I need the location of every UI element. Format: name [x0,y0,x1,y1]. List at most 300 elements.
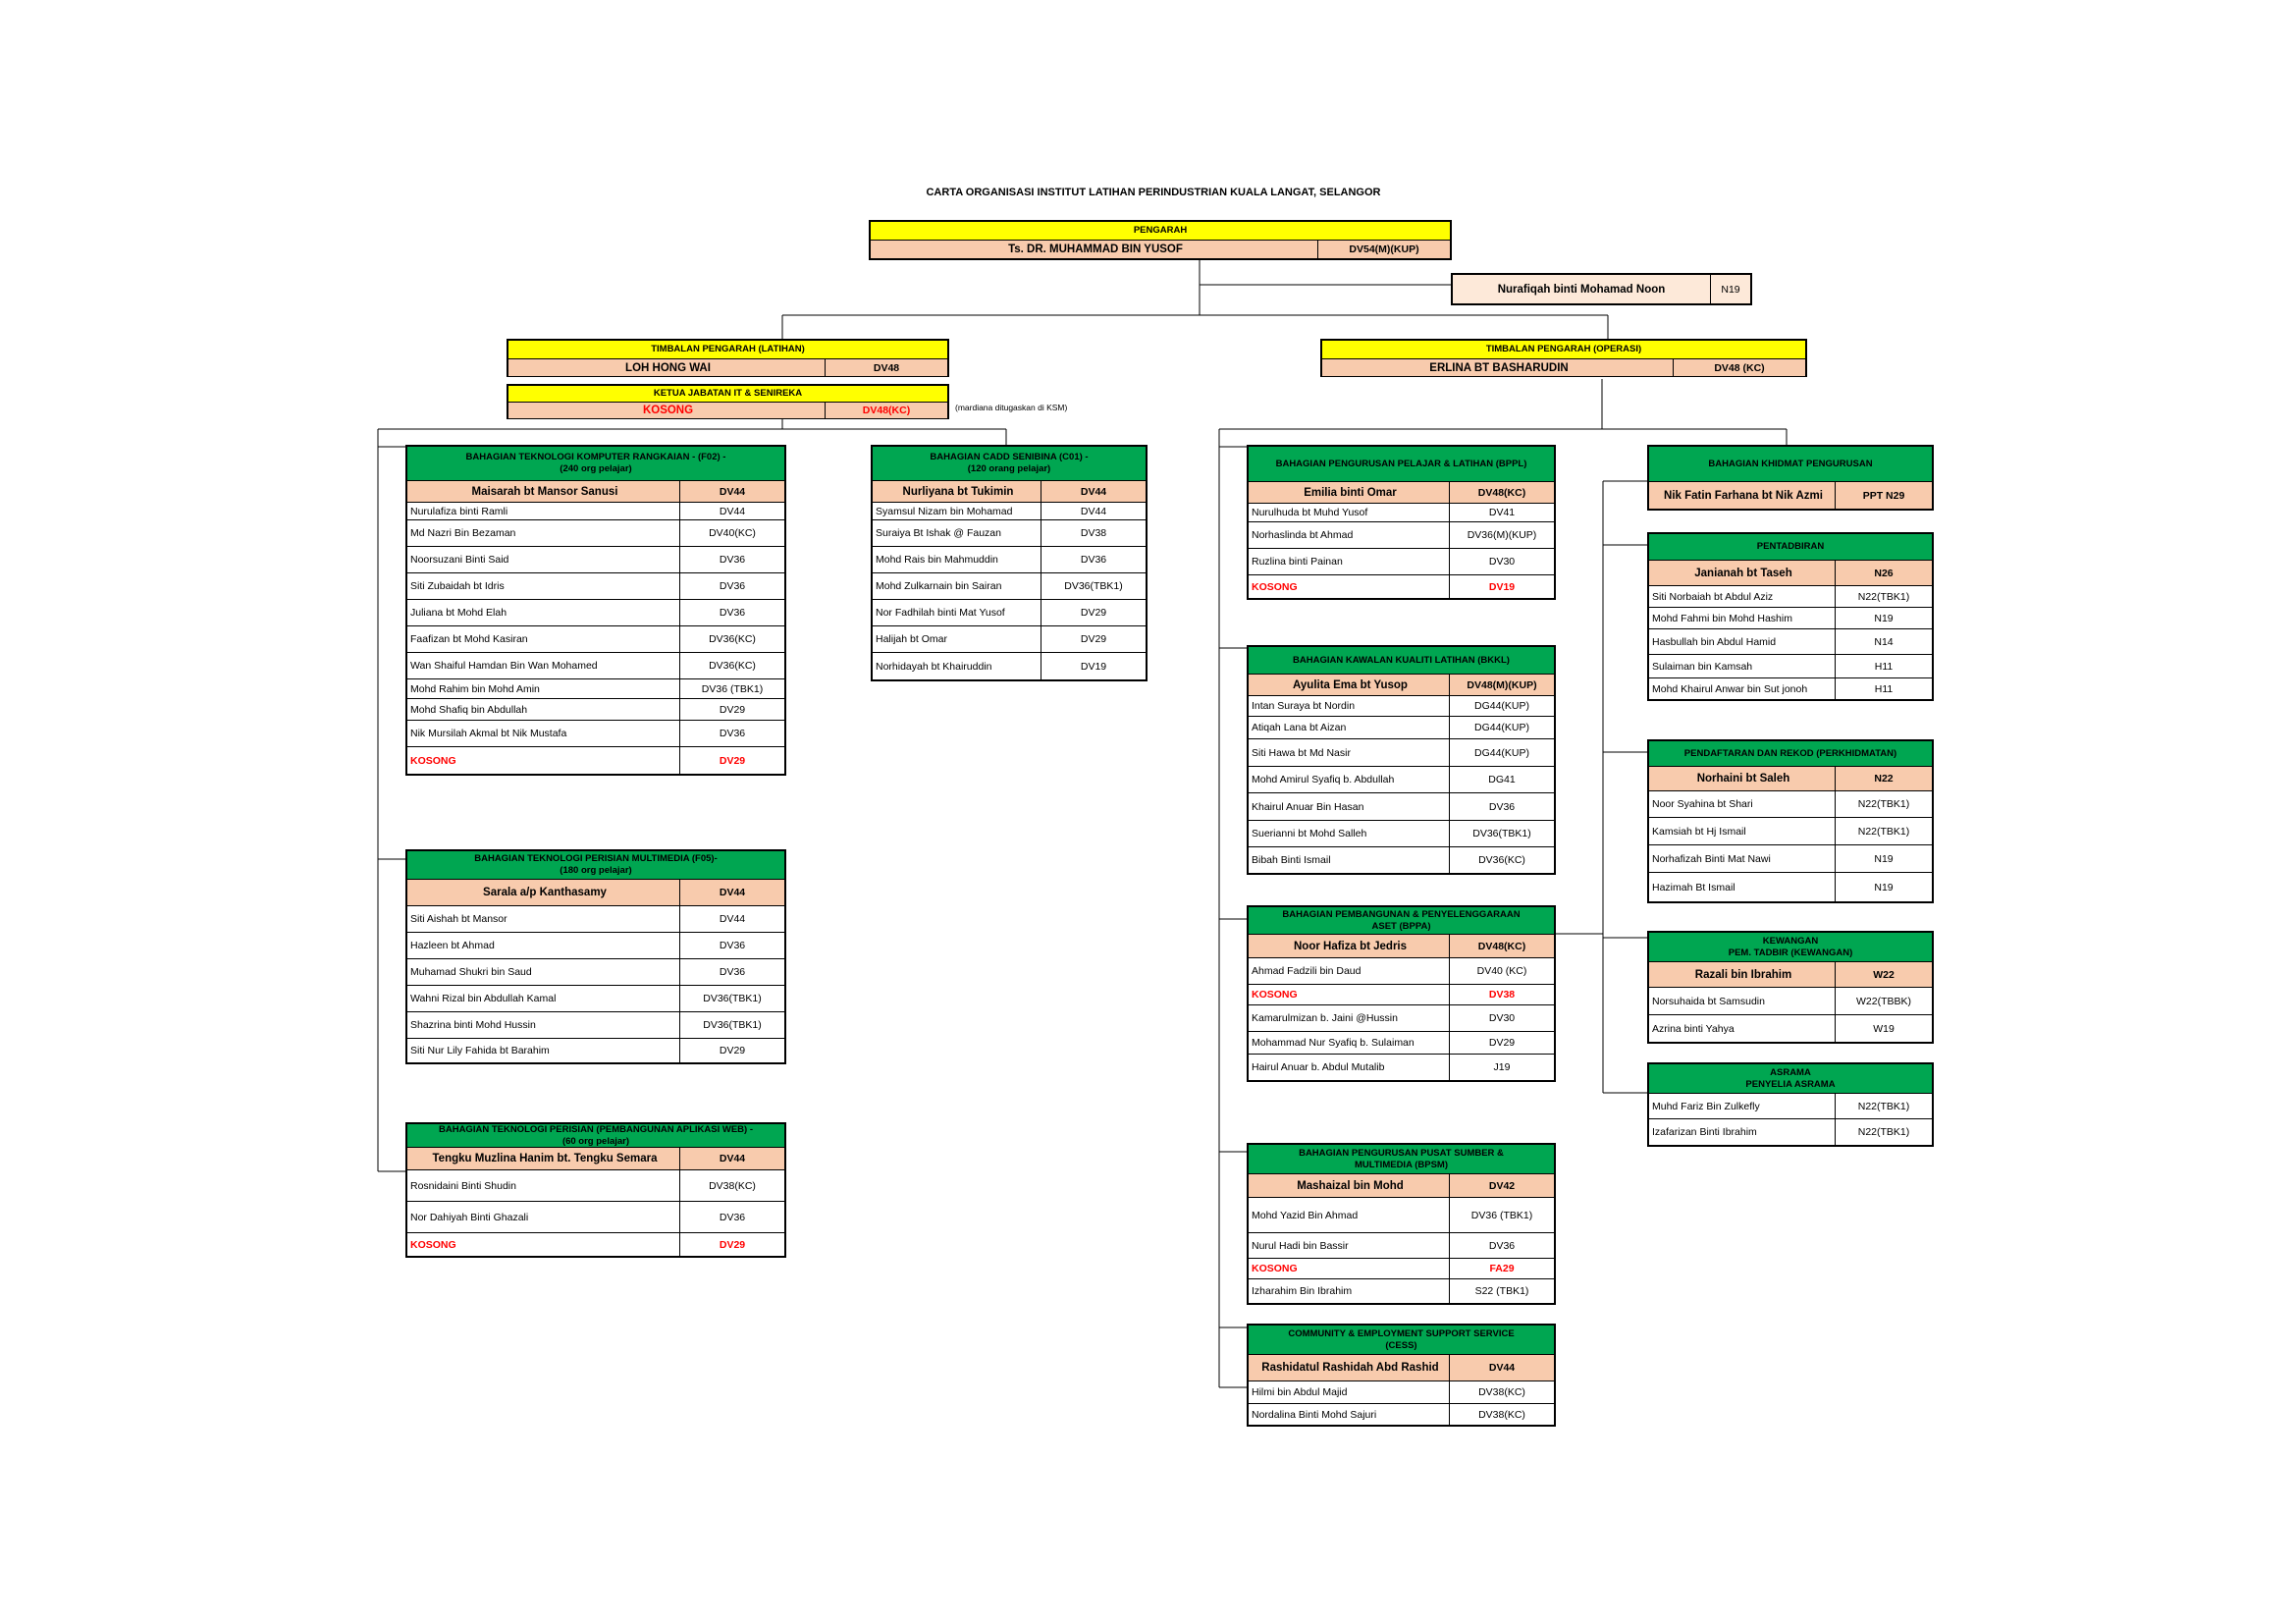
unit-title-line: (240 org pelajar) [560,463,632,474]
staff-name: Hairul Anuar b. Abdul Mutalib [1252,1061,1385,1073]
staff-name: Md Nazri Bin Bezaman [410,527,516,539]
it-head-note: (mardiana ditugaskan di KSM) [955,403,1068,412]
staff-name: Mohd Khairul Anwar bin Sut jonoh [1652,682,1808,695]
staff-name: Nor Fadhilah binti Mat Yusof [876,607,1005,619]
staff-grade: DG44(KUP) [1449,696,1554,716]
it-head-header [508,386,947,403]
staff-row [1249,821,1554,847]
unit-bkp [1647,445,1934,511]
staff-grade: FA29 [1449,1259,1554,1278]
staff-name: Faafizan bt Mohd Kasiran [410,633,528,645]
staff-grade: DV29 [1041,626,1146,652]
staff-name: Mohd Zulkarnain bin Sairan [876,580,1002,592]
staff-row [407,520,784,547]
unit-asrama [1647,1062,1934,1147]
staff-grade: DG41 [1449,767,1554,792]
unit-lead-cadd [873,481,1146,503]
director-grade: DV54(M)(KUP) [1317,241,1450,258]
staff-name: Mohd Amirul Syafiq b. Abdullah [1252,774,1395,785]
staff-row [873,653,1146,679]
staff-name: Norhafizah Binti Mat Nawi [1652,852,1771,865]
staff-grade: DV36(TBK1) [679,986,784,1011]
staff-name: Azrina binti Yahya [1652,1022,1735,1035]
staff-row [1649,873,1932,901]
lead-grade: DV48(KC) [1449,482,1554,503]
staff-grade: DV36(TBK1) [679,1012,784,1038]
staff-row [1249,1055,1554,1080]
lead-grade: N22 [1835,767,1932,790]
unit-header-bppl [1249,447,1554,482]
staff-name: Nurulhuda bt Muhd Yusof [1252,507,1368,518]
staff-grade: DV36 [679,1202,784,1232]
it-head-name: KOSONG [642,405,694,416]
staff-grade: DV29 [679,1233,784,1256]
staff-row [1249,739,1554,767]
staff-name: Kamsiah bt Hj Ismail [1652,825,1746,838]
staff-row [1249,958,1554,985]
unit-lead-bkp [1649,482,1932,509]
staff-name: Hazimah Bt Ismail [1652,881,1735,893]
staff-row [1249,549,1554,575]
staff-grade: DV36 (TBK1) [679,679,784,698]
deputy-training-name: LOH HONG WAI [625,361,711,374]
staff-grade: DV44 [679,503,784,519]
staff-row [1249,1404,1554,1425]
staff-grade: N22(TBK1) [1835,1119,1932,1145]
staff-grade: DV40 (KC) [1449,958,1554,984]
staff-grade: DV38 [1449,985,1554,1004]
vacant-label: KOSONG [1252,1263,1298,1274]
lead-grade: DV44 [1449,1355,1554,1380]
staff-grade: N22(TBK1) [1835,586,1932,607]
staff-row [873,626,1146,653]
staff-grade: N22(TBK1) [1835,1094,1932,1118]
staff-row [407,1170,784,1202]
vacant-label: KOSONG [1252,580,1298,593]
lead-grade: DV44 [1041,481,1146,502]
staff-grade: DV19 [1041,653,1146,679]
staff-name: Wan Shaiful Hamdan Bin Wan Mohamed [410,660,598,672]
unit-header-kewangan [1649,933,1932,962]
staff-row [1249,1032,1554,1055]
staff-name: Suraiya Bt Ishak @ Fauzan [876,527,1001,539]
unit-title-line: PENTADBIRAN [1756,541,1825,552]
unit-title-line: BAHAGIAN KHIDMAT PENGURUSAN [1708,458,1873,469]
unit-title-line: BAHAGIAN TEKNOLOGI PERISIAN MULTIMEDIA (F05)- [474,853,718,864]
staff-name: Hilmi bin Abdul Majid [1252,1386,1348,1398]
unit-title-line: PEM. TADBIR (KEWANGAN) [1728,947,1853,958]
staff-name: Izharahim Bin Ibrahim [1252,1285,1353,1297]
staff-grade: DV36(KC) [1449,847,1554,873]
unit-header-bpsm [1249,1145,1554,1174]
lead-name: Tengku Muzlina Hanim bt. Tengku Semara [432,1153,658,1164]
staff-grade: J19 [1449,1055,1554,1080]
staff-grade: N22(TBK1) [1835,818,1932,844]
staff-row [407,1012,784,1039]
staff-row [873,520,1146,547]
staff-row [1649,1119,1932,1145]
staff-row [1249,717,1554,739]
staff-name: Mohd Fahmi bin Mohd Hashim [1652,612,1792,624]
it-head-box [507,384,949,419]
assistant-grade: N19 [1710,275,1750,303]
staff-row [873,547,1146,573]
staff-grade: DV38 [1041,520,1146,546]
deputy-operations-grade: DV48 (KC) [1673,359,1805,376]
unit-title-line: (180 org pelajar) [560,865,632,876]
staff-row [407,679,784,699]
staff-grade: DV36 [1449,793,1554,820]
unit-bkkl [1247,645,1556,875]
director-title: PENGARAH [1133,225,1188,236]
lead-name: Razali bin Ibrahim [1694,968,1792,981]
vacant-label: KOSONG [410,754,456,767]
deputy-training-box [507,339,949,377]
staff-row [1649,791,1932,818]
staff-grade: DV36 [1041,547,1146,572]
deputy-training-title: TIMBALAN PENGARAH (LATIHAN) [651,344,805,354]
unit-f05 [405,849,786,1064]
staff-grade: DV44 [679,906,784,932]
staff-grade: DV38(KC) [1449,1381,1554,1403]
staff-row [407,906,784,933]
unit-header-f02 [407,447,784,481]
staff-name: Siti Hawa bt Md Nasir [1252,746,1351,759]
staff-grade: N14 [1835,629,1932,654]
unit-bppa [1247,905,1556,1082]
staff-name: Ahmad Fadzili bin Daud [1252,965,1362,977]
unit-cadd [871,445,1148,681]
staff-row [407,626,784,653]
staff-name: Norhidayah bt Khairuddin [876,660,992,673]
staff-row [1249,1233,1554,1259]
lead-grade: W22 [1835,962,1932,987]
director-assistant [1451,273,1752,305]
staff-row [1249,1279,1554,1303]
unit-title-line: KEWANGAN [1762,935,1819,947]
lead-grade: DV48(KC) [1449,935,1554,957]
staff-row [407,503,784,520]
staff-name: Hazleen bt Ahmad [410,940,495,951]
unit-cess [1247,1324,1556,1427]
unit-header-rekod [1649,741,1932,767]
unit-header-asrama [1649,1064,1932,1094]
unit-header-cess [1249,1326,1554,1355]
staff-row [407,699,784,721]
staff-grade: DV36 [679,600,784,625]
staff-row [1649,629,1932,655]
staff-row [1649,608,1932,629]
unit-lead-f05 [407,880,784,906]
staff-row [1649,988,1932,1015]
deputy-training-grade: DV48 [825,359,947,376]
staff-grade: H11 [1835,678,1932,699]
staff-name: Nurul Hadi bin Bassir [1252,1239,1349,1252]
staff-name: Siti Zubaidah bt Idris [410,580,505,592]
staff-name: Nor Dahiyah Binti Ghazali [410,1211,529,1223]
staff-grade: DG44(KUP) [1449,739,1554,766]
director-row [871,241,1450,258]
director-box [869,220,1452,260]
staff-name: Siti Norbaiah bt Abdul Aziz [1652,590,1774,603]
unit-title-line: BAHAGIAN TEKNOLOGI KOMPUTER RANGKAIAN - (F02) - [465,452,726,462]
deputy-operations-title: TIMBALAN PENGARAH (OPERASI) [1485,344,1642,354]
staff-name: Ruzlina binti Painan [1252,556,1343,568]
it-head-row [508,403,947,418]
director-header [871,222,1450,241]
staff-row [1249,847,1554,873]
staff-row [1249,1259,1554,1279]
staff-row [407,1233,784,1256]
staff-row [1249,575,1554,598]
staff-grade: DV36 [679,721,784,746]
staff-row [407,547,784,573]
staff-row [873,600,1146,626]
staff-name: Bibah Binti Ismail [1252,854,1331,866]
staff-row [873,503,1146,520]
lead-grade: DV48(M)(KUP) [1449,675,1554,695]
unit-header-bkkl [1249,647,1554,675]
unit-title-line: BAHAGIAN TEKNOLOGI PERISIAN (PEMBANGUNAN APLIKASI WEB) - [438,1123,753,1135]
unit-title-line: BAHAGIAN CADD SENIBINA (C01) - [930,452,1089,462]
staff-row [1249,522,1554,549]
unit-admin [1647,532,1934,701]
staff-row [1249,696,1554,717]
staff-grade: DV36 [679,573,784,599]
staff-name: Siti Aishah bt Mansor [410,913,507,925]
staff-row [407,573,784,600]
staff-row [407,721,784,747]
staff-name: Juliana bt Mohd Elah [410,607,507,619]
staff-name: Intan Suraya bt Nordin [1252,700,1356,712]
unit-title-line: COMMUNITY & EMPLOYMENT SUPPORT SERVICE [1288,1327,1515,1339]
chart-title: CARTA ORGANISASI INSTITUT LATIHAN PERINDUSTRIAN KUALA LANGAT, SELANGOR [926,187,1381,198]
staff-name: Atiqah Lana bt Aizan [1252,722,1347,733]
deputy-training-row [508,359,947,376]
deputy-operations-row [1322,359,1805,376]
lead-name: Rashidatul Rashidah Abd Rashid [1261,1362,1439,1374]
staff-name: Mohd Shafiq bin Abdullah [410,703,528,716]
staff-row [407,653,784,679]
unit-header-bppa [1249,907,1554,935]
unit-web [405,1122,786,1258]
unit-title-line: MULTIMEDIA (BPSM) [1355,1159,1448,1170]
staff-name: Muhd Fariz Bin Zulkefly [1652,1100,1760,1112]
staff-grade: DV30 [1449,549,1554,574]
lead-name: Ayulita Ema bt Yusop [1293,678,1408,691]
staff-row [873,573,1146,600]
staff-grade: N19 [1835,608,1932,628]
staff-grade: DV19 [1449,575,1554,598]
unit-kewangan [1647,931,1934,1044]
staff-grade: DV29 [679,1039,784,1062]
staff-grade: N19 [1835,845,1932,872]
staff-grade: DV29 [679,699,784,720]
deputy-operations-name: ERLINA BT BASHARUDIN [1429,361,1569,374]
unit-bpsm [1247,1143,1556,1305]
staff-name: Syamsul Nizam bin Mohamad [876,505,1013,517]
staff-row [407,1202,784,1233]
staff-grade: S22 (TBK1) [1449,1279,1554,1303]
unit-lead-bppa [1249,935,1554,958]
staff-row [1649,586,1932,608]
staff-grade: DV44 [1041,503,1146,519]
unit-title-line: BAHAGIAN PENGURUSAN PELAJAR & LATIHAN (BPPL) [1275,458,1527,469]
staff-name: Mohd Rais bin Mahmuddin [876,554,998,566]
staff-grade: DV29 [1041,600,1146,625]
staff-name: Muhamad Shukri bin Saud [410,966,532,978]
staff-name: Mohd Yazid Bin Ahmad [1252,1209,1359,1221]
unit-title-line: BAHAGIAN PENGURUSAN PUSAT SUMBER & [1299,1147,1504,1159]
staff-name: Noor Syahina bt Shari [1652,798,1753,810]
unit-lead-cess [1249,1355,1554,1381]
staff-grade: H11 [1835,655,1932,677]
staff-name: Halijah bt Omar [876,633,947,645]
lead-grade: DV44 [679,1148,784,1169]
staff-row [1249,767,1554,793]
staff-row [1249,1381,1554,1404]
staff-grade: DV30 [1449,1005,1554,1031]
unit-title-line: (CESS) [1385,1339,1417,1351]
unit-title-line: PENDAFTARAN DAN REKOD (PERKHIDMATAN) [1683,747,1897,759]
staff-grade: DV36(KC) [679,653,784,678]
staff-row [1249,504,1554,522]
staff-grade: DV38(KC) [1449,1404,1554,1425]
staff-name: Mohammad Nur Syafiq b. Sulaiman [1252,1037,1415,1049]
staff-grade: N22(TBK1) [1835,791,1932,817]
staff-name: Siti Nur Lily Fahida bt Barahim [410,1045,550,1056]
staff-name: Wahni Rizal bin Abdullah Kamal [410,993,557,1004]
staff-row [407,933,784,959]
staff-row [407,1039,784,1062]
it-head-grade: DV48(KC) [825,403,947,418]
staff-grade: W22(TBBK) [1835,988,1932,1014]
deputy-operations-header [1322,341,1805,359]
unit-header-cadd [873,447,1146,481]
unit-header-admin [1649,534,1932,561]
unit-lead-admin [1649,561,1932,586]
staff-row [1649,1094,1932,1119]
staff-grade: DV36 (TBK1) [1449,1198,1554,1232]
staff-grade: DV36(TBK1) [1449,821,1554,846]
director-name: Ts. DR. MUHAMMAD BIN YUSOF [1008,244,1183,255]
staff-row [407,959,784,986]
unit-title-line: ASRAMA [1770,1066,1811,1078]
staff-row [1249,1005,1554,1032]
staff-grade: DV36(TBK1) [1041,573,1146,599]
staff-grade: DG44(KUP) [1449,717,1554,738]
staff-name: Mohd Rahim bin Mohd Amin [410,682,540,695]
unit-lead-f02 [407,481,784,503]
unit-title-line: (60 org pelajar) [561,1135,630,1147]
staff-name: Shazrina binti Mohd Hussin [410,1019,536,1031]
staff-row [407,986,784,1012]
staff-grade: N19 [1835,873,1932,901]
staff-grade: DV36 [679,933,784,958]
unit-title-line: ASET (BPPA) [1371,920,1431,932]
staff-name: Noorsuzani Binti Said [410,554,509,566]
staff-name: Khairul Anuar Bin Hasan [1252,800,1364,813]
unit-lead-bpsm [1249,1174,1554,1198]
lead-name: Janianah bt Taseh [1694,567,1792,579]
staff-grade: DV36(KC) [679,626,784,652]
lead-name: Emilia binti Omar [1304,486,1397,499]
lead-name: Mashaizal bin Mohd [1297,1179,1404,1192]
staff-grade: DV38(KC) [679,1170,784,1201]
staff-name: Kamarulmizan b. Jaini @Hussin [1252,1012,1398,1024]
lead-grade: DV42 [1449,1174,1554,1197]
staff-grade: DV36(M)(KUP) [1449,522,1554,548]
staff-grade: DV29 [1449,1032,1554,1054]
staff-name: Izafarizan Binti Ibrahim [1652,1126,1757,1138]
staff-grade: DV36 [679,959,784,985]
staff-name: Norsuhaida bt Samsudin [1652,995,1765,1007]
lead-name: Norhaini bt Saleh [1696,773,1790,785]
deputy-training-header [508,341,947,359]
lead-grade: N26 [1835,561,1932,585]
staff-name: Nurulafiza binti Ramli [410,505,508,517]
staff-name: Nik Mursilah Akmal bt Nik Mustafa [410,728,567,739]
staff-row [1249,793,1554,821]
lead-name: Nurliyana bt Tukimin [902,485,1014,498]
staff-grade: DV40(KC) [679,520,784,546]
lead-name: Nik Fatin Farhana bt Nik Azmi [1664,489,1823,502]
assistant-name: Nurafiqah binti Mohamad Noon [1497,283,1666,296]
unit-lead-bppl [1249,482,1554,504]
staff-row [1649,1015,1932,1042]
lead-name: Noor Hafiza bt Jedris [1293,940,1408,952]
unit-rekod [1647,739,1934,903]
staff-name: Norhaslinda bt Ahmad [1252,529,1354,541]
lead-grade: PPT N29 [1835,482,1932,509]
staff-row [1249,985,1554,1005]
staff-row [1649,655,1932,678]
unit-title-line: (120 orang pelajar) [967,463,1051,474]
staff-name: Suerianni bt Mohd Salleh [1252,828,1367,839]
vacant-label: KOSONG [1252,989,1298,1001]
lead-name: Sarala a/p Kanthasamy [483,887,607,898]
staff-row [407,600,784,626]
staff-grade: DV36 [1449,1233,1554,1258]
staff-name: Hasbullah bin Abdul Hamid [1652,635,1777,648]
unit-header-web [407,1124,784,1148]
staff-row [1249,1198,1554,1233]
unit-lead-kewangan [1649,962,1932,988]
staff-grade: DV36 [679,547,784,572]
staff-row [1649,845,1932,873]
lead-name: Maisarah bt Mansor Sanusi [471,485,618,498]
unit-title-line: BAHAGIAN PEMBANGUNAN & PENYELENGGARAAN [1282,908,1521,920]
staff-name: Nordalina Binti Mohd Sajuri [1252,1408,1377,1421]
staff-grade: DV41 [1449,504,1554,521]
staff-grade: W19 [1835,1015,1932,1042]
unit-lead-bkkl [1249,675,1554,696]
unit-title-line: PENYELIA ASRAMA [1745,1078,1836,1090]
lead-grade: DV44 [679,481,784,502]
unit-bppl [1247,445,1556,600]
staff-grade: DV29 [679,747,784,774]
unit-lead-rekod [1649,767,1932,791]
unit-title-line: BAHAGIAN KAWALAN KUALITI LATIHAN (BKKL) [1293,654,1510,666]
it-head-title: KETUA JABATAN IT & SENIREKA [653,388,803,399]
unit-f02 [405,445,786,776]
unit-header-bkp [1649,447,1932,482]
staff-row [407,747,784,774]
staff-name: Rosnidaini Binti Shudin [410,1179,516,1192]
staff-name: Sulaiman bin Kamsah [1652,660,1753,673]
deputy-operations-box [1320,339,1807,377]
unit-lead-web [407,1148,784,1170]
